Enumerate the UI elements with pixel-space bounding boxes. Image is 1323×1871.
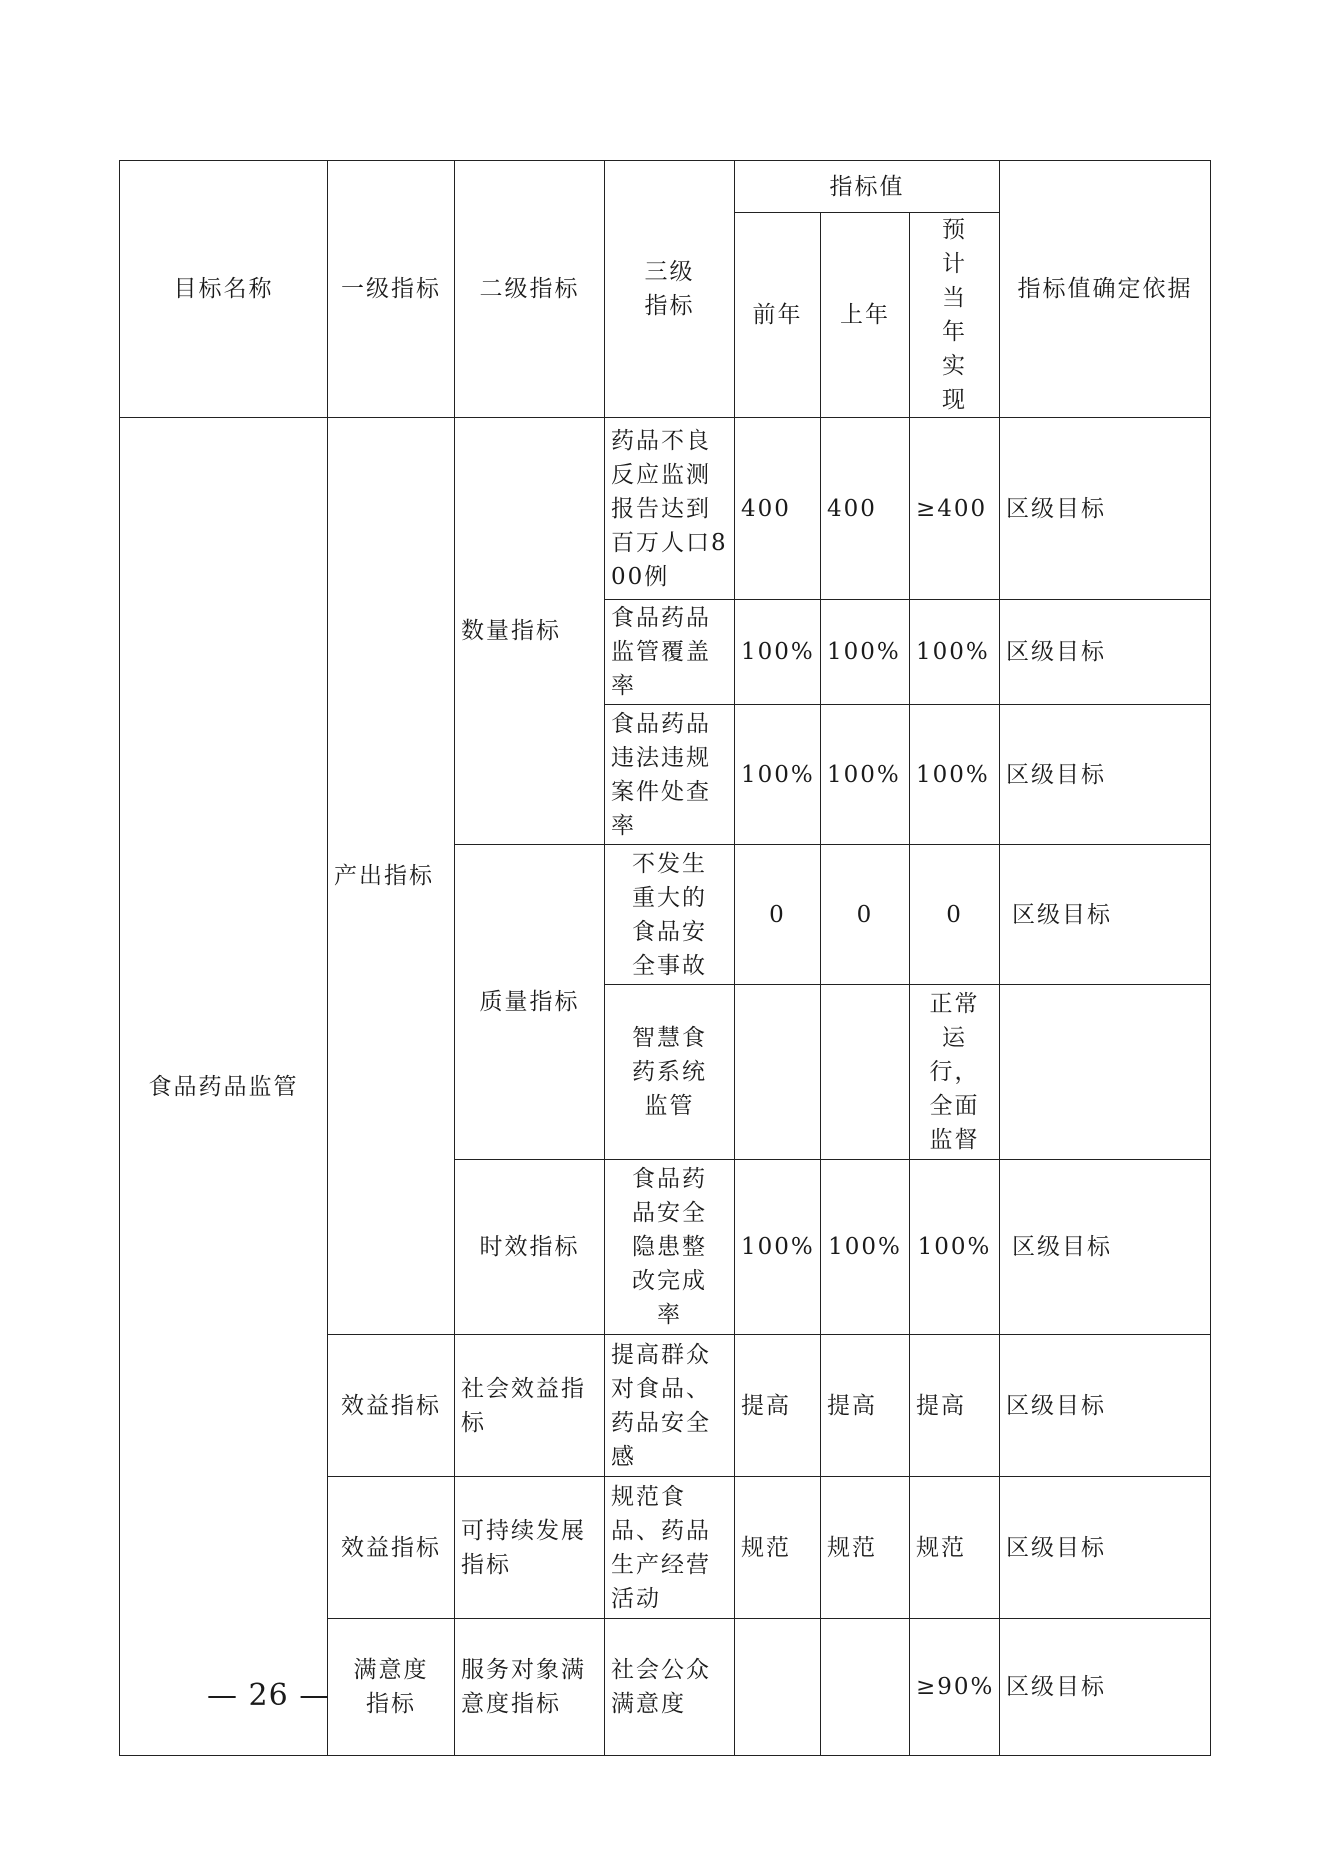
row-expected: ≥90%: [910, 1619, 1000, 1756]
header-basis: 指标值确定依据: [1000, 161, 1211, 418]
row-basis: 区级目标: [1000, 1477, 1211, 1619]
row-last: 0: [821, 845, 910, 985]
subgroup-quantity: 数量指标: [455, 418, 605, 845]
header-level2: 二级指标: [455, 161, 605, 418]
row-name: 提高群众对食品、药品安全感: [605, 1335, 735, 1477]
row-prev: [735, 1619, 821, 1756]
row-prev: 400: [735, 418, 821, 600]
row-basis: 区级目标: [1000, 1335, 1211, 1477]
row-last: 100%: [821, 1160, 910, 1335]
subgroup-sustainable: 可持续发展指标: [455, 1477, 605, 1619]
row-expected: 100%: [910, 1160, 1000, 1335]
header-target-name: 目标名称: [120, 161, 328, 418]
row-basis: 区级目标: [1000, 1619, 1211, 1756]
row-prev: 100%: [735, 705, 821, 845]
group-benefit: 效益指标: [328, 1335, 455, 1477]
row-name: 食品药品违法违规案件处查率: [605, 705, 735, 845]
row-prev: 提高: [735, 1335, 821, 1477]
row-last: 400: [821, 418, 910, 600]
row-name: 药品不良反应监测报告达到百万人口800例: [605, 418, 735, 600]
row-prev: 100%: [735, 1160, 821, 1335]
header-last-year: 上年: [821, 213, 910, 418]
row-last: [821, 1619, 910, 1756]
row-expected: 100%: [910, 705, 1000, 845]
row-name: 不发生重大的食品安全事故: [605, 845, 735, 985]
row-prev: 100%: [735, 600, 821, 705]
row-basis: [1000, 985, 1211, 1160]
row-expected: 规范: [910, 1477, 1000, 1619]
header-expected: 预计当年实现: [910, 213, 1000, 418]
row-name: 社会公众满意度: [605, 1619, 735, 1756]
header-level3: 三级指标: [605, 161, 735, 418]
row-name: 规范食品、药品生产经营活动: [605, 1477, 735, 1619]
row-last: 提高: [821, 1335, 910, 1477]
row-basis: 区级目标: [1000, 418, 1211, 600]
header-level1: 一级指标: [328, 161, 455, 418]
row-expected: 正常运行，全面监督: [910, 985, 1000, 1160]
group-output: 产出指标: [328, 418, 455, 1335]
row-prev: [735, 985, 821, 1160]
subgroup-service: 服务对象满意度指标: [455, 1619, 605, 1756]
group-benefit: 效益指标: [328, 1477, 455, 1619]
row-basis: 区级目标: [1000, 600, 1211, 705]
row-name: 智慧食药系统监管: [605, 985, 735, 1160]
row-basis: 区级目标: [1000, 705, 1211, 845]
row-last: 规范: [821, 1477, 910, 1619]
row-expected: 0: [910, 845, 1000, 985]
target-name-cell: 食品药品监管: [120, 418, 328, 1756]
row-expected: ≥400: [910, 418, 1000, 600]
subgroup-timeliness: 时效指标: [455, 1160, 605, 1335]
row-name: 食品药品监管覆盖率: [605, 600, 735, 705]
row-basis: 区级目标: [1000, 845, 1211, 985]
group-satisfaction: 满意度指标: [328, 1619, 455, 1756]
header-indicator-value: 指标值: [735, 161, 1000, 213]
row-name: 食品药品安全隐患整改完成率: [605, 1160, 735, 1335]
subgroup-quality: 质量指标: [455, 845, 605, 1160]
page-number: — 26 —: [207, 1678, 331, 1713]
row-last: 100%: [821, 705, 910, 845]
row-expected: 100%: [910, 600, 1000, 705]
row-expected: 提高: [910, 1335, 1000, 1477]
subgroup-social: 社会效益指标: [455, 1335, 605, 1477]
row-last: [821, 985, 910, 1160]
row-basis: 区级目标: [1000, 1160, 1211, 1335]
row-last: 100%: [821, 600, 910, 705]
header-prev-year: 前年: [735, 213, 821, 418]
performance-table: [119, 160, 1211, 1756]
row-prev: 0: [735, 845, 821, 985]
row-prev: 规范: [735, 1477, 821, 1619]
